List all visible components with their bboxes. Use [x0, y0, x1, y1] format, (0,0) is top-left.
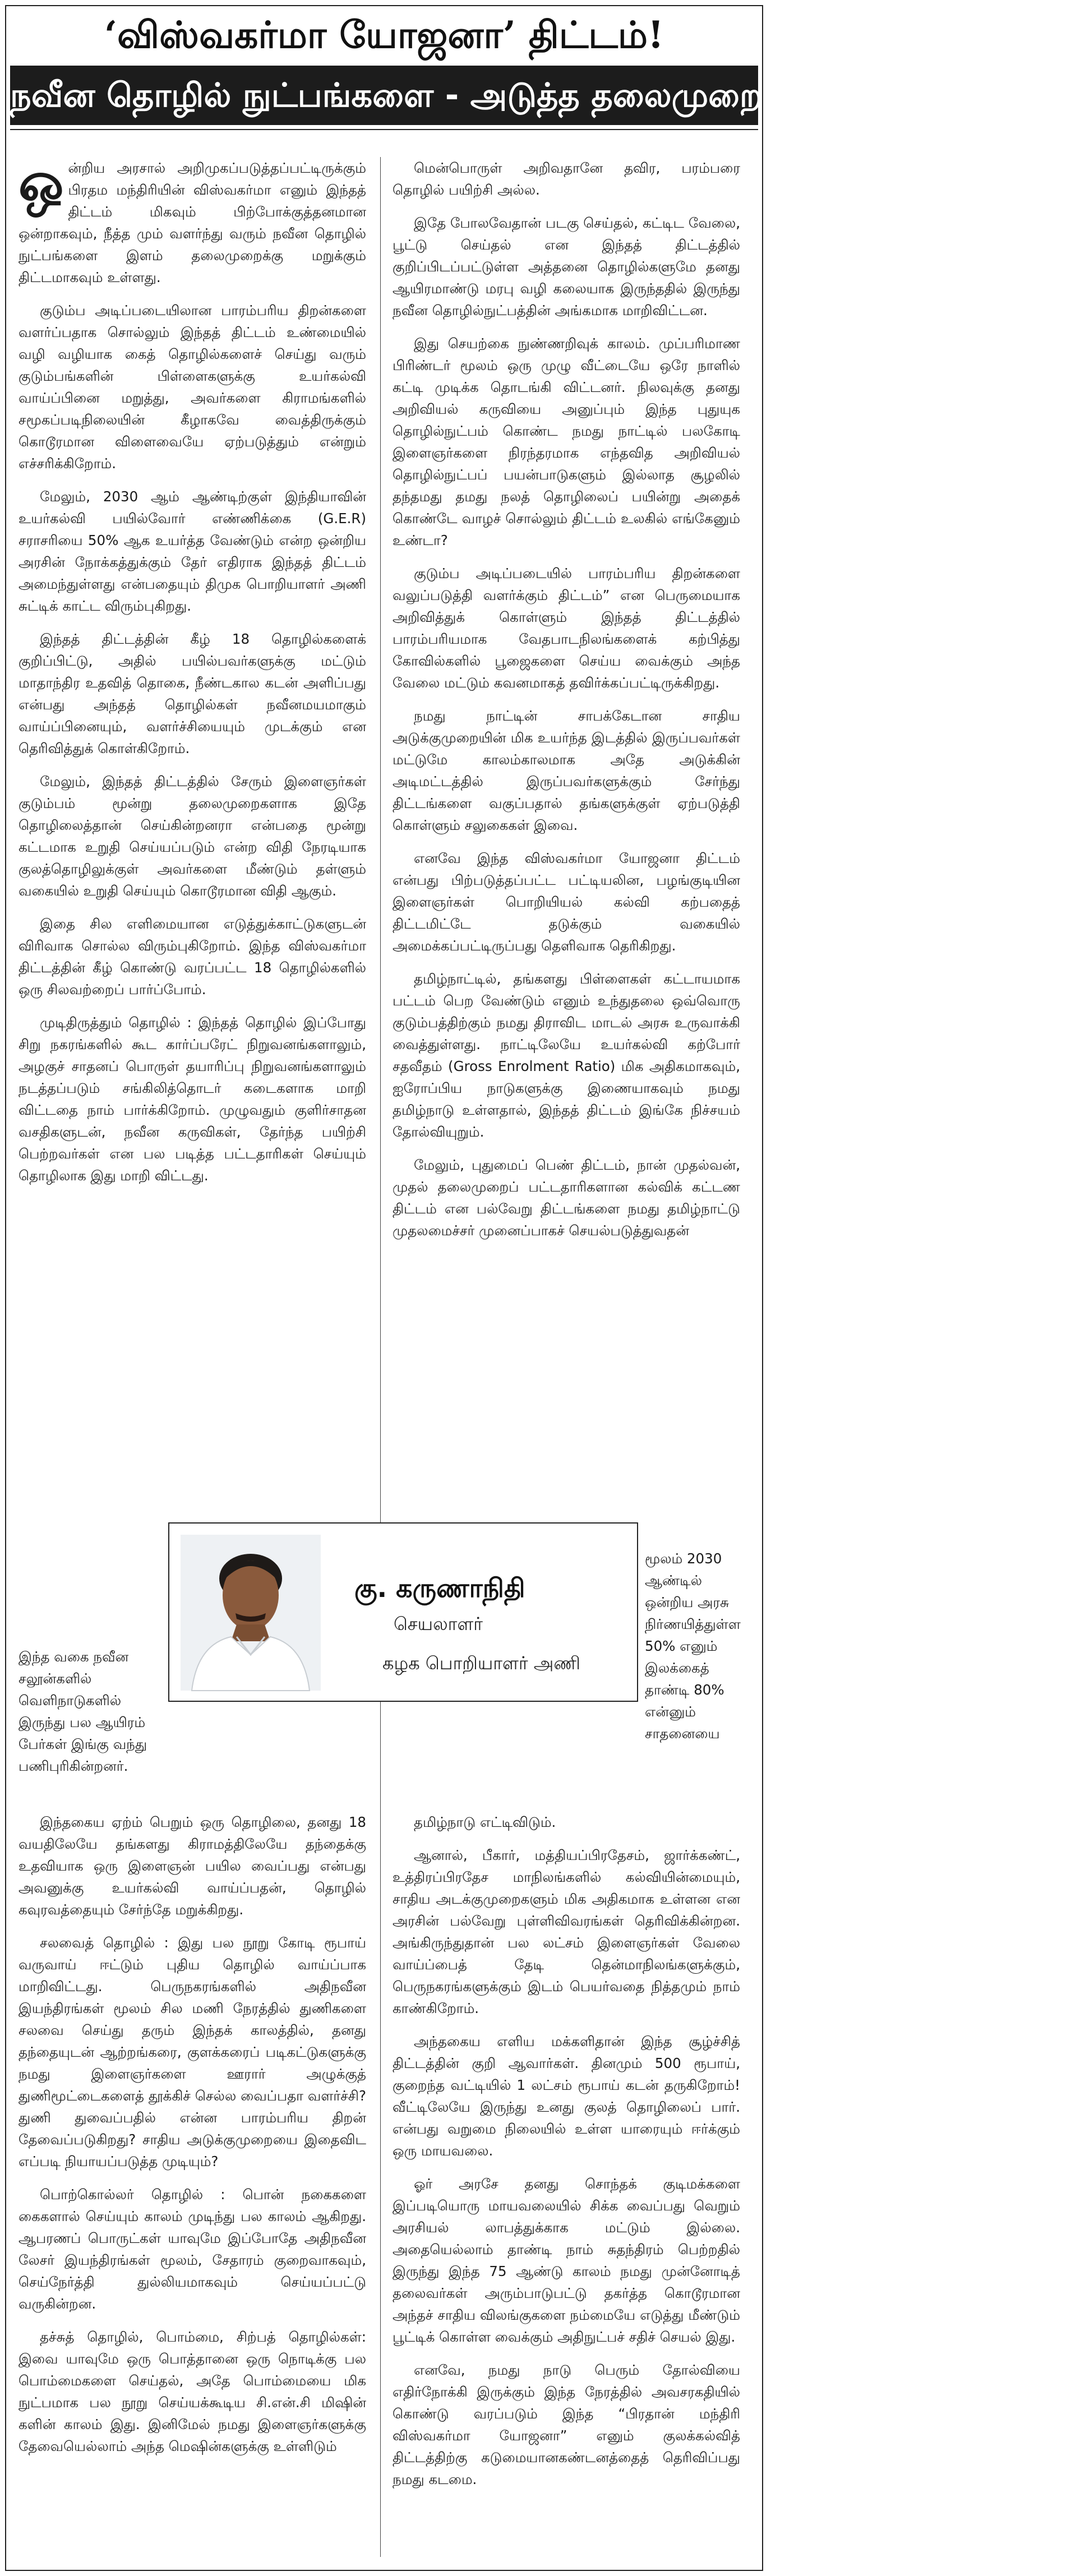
- paragraph: மென்பொருள் அறிவதானே தவிர, பரம்பரை தொழில் பயிற்சி அல்ல.: [393, 160, 740, 198]
- paragraph: தமிழ்நாடு எட்டிவிடும்.: [414, 1814, 556, 1830]
- paragraph: ஒன்றிய அரசால் அறிமுகப்படுத்தப்பட்டிருக்கும் பிரதம மந்திரியின் விஸ்வகர்மா எனும் இந்தத் திட்டம் மிகவும் பிற்போக்குத்தனமான ஒன்றாகவும், நீத்த மும் வளர்ந்து வரும் நவீன தொழில் நுட்பங்களை இளம் தலைமுறைக்கு மறுக்கும் திட்டமாகவும் உள்ளது.: [19, 150, 366, 285]
- paragraph: குடும்ப அடிப்படையிலான பாரம்பரிய திறன்களை வளர்ப்பதாக சொல்லும் இந்தத் திட்டம் உண்மையில் வழி வழியாக கைத் தொழில்களைச் செய்து வரும் குடும்பங்களின் பிள்ளைகளுக்கு உயர்கல்வி வாய்ப்பினை மறுத்து, அவர்களை கிராமங்களில் சமூகப்படிநிலையின் கீழாகவே வைத்திருக்கும் கொடூரமான விளைவையே ஏற்படுத்தும் என்றும் எச்சரிக்கிறோம்.: [19, 302, 366, 472]
- paragraph: அந்தகைய எளிய மக்களிதான் இந்த சூழ்ச்சித் திட்டத்தின் குறி ஆவார்கள். தினமும் 500 ரூபாய், குறைந்த வட்டியில் 1 லட்சம் ரூபாய் கடன் தருகிறோம்! வீட்டிலேயே இருந்து உனது குலத் தொழிலைப் பார். என்பது வறுமை நிலையில் உள்ள யாரையும் ஈர்க்கும் ஒரு மாயவலை.: [393, 2033, 740, 2159]
- paragraph: எனவே, நமது நாடு பெரும் தோல்வியை எதிர்நோக்கி இருக்கும் இந்த நேரத்தில் அவசரகதியில் கொண்டு வரப்படும் இந்த “பிரதான் மந்திரி விஸ்வகர்மா யோஜனா” எனும் குலக்கல்வித் திட்டத்திற்கு கடுமையானகண்டனத்தைத் தெரிவிப்பது நமது கடமை.: [393, 2362, 740, 2487]
- paragraph: குடும்ப அடிப்படையில் பாரம்பரிய திறன்களை வலுப்படுத்தி வளர்க்கும் திட்டம்” என பெருமையாக அறிவித்துக் கொள்ளும் இந்தத் திட்டத்தில் பாரம்பரியமாக வேதபாடநிலங்களைக் கற்பித்து கோவில்களில் பூஜைகளை செய்ய வைக்கும் அந்த வேலை மட்டும் கவனமாகத் தவிர்க்கப்பட்டிருக்கிறது.: [393, 565, 740, 691]
- author-name: கு. கருணாநிதி: [354, 1573, 525, 1603]
- paragraph: நமது நாட்டின் சாபக்கேடான சாதிய அடுக்குமுறையின் மிக உயர்ந்த இடத்தில் இருப்பவர்கள் மட்டுமே காலம்காலமாக அதே அடுக்கின் அடிமட்டத்தில் இருப்பவர்களுக்கும் சேர்ந்து திட்டங்களை வகுப்பதால் தங்களுக்குள் ஏற்படுத்தி கொள்ளும் சலுகைகள் இவை.: [393, 708, 740, 833]
- paragraph: இது செயற்கை நுண்ணறிவுக் காலம். முப்பரிமாண பிரிண்டர் மூலம் ஒரு முழு வீட்டையே ஒரே நாளில் கட்டி முடிக்க தொடங்கி விட்டனர். நிலவுக்கு தனது அறிவியல் கருவியை அனுப்பும் இந்த புதுயுக தொழில்நுட்பம் கொண்ட நமது நாட்டில் பலகோடி இளைஞர்களை நிரந்தரமாக எந்தவித அறிவியல் தொழில்நுட்பப் பயன்பாடுகளும் இல்லாத சூழலில் தந்தமது தமது நலத் தொழிலைப் பயின்று அதைக் கொண்டே வாழச் சொல்லும் திட்டம் உலகில் எங்கேனும் உண்டா?: [393, 335, 740, 548]
- author-byline-box: [168, 1522, 638, 1702]
- paragraph: இந்தகைய ஏற்ம் பெறும் ஒரு தொழிலை, தனது 18 வயதிலேயே தங்களது கிராமத்திலேயே தந்தைக்கு உதவியாக ஒரு இளைஞன் பயில வைப்பது என்பது அவனுக்கு உயர்கல்வி வாய்ப்பதன், தொழில் கவுரவத்தையும் சேர்ந்தே மறுக்கிறது.: [19, 1814, 366, 1918]
- paragraph: ஆனால், பீகார், மத்தியப்பிரதேசம், ஜார்க்கண்ட், உத்திரப்பிரதேச மாநிலங்களில் கல்வியின்மையும், சாதிய அடக்குமுறைகளும் மிக அதிகமாக உள்ளன என அரசின் பல்வேறு புள்ளிவிவரங்கள் தெரிவிக்கின்றன. அங்கிருந்துதான் பல லட்சம் இளைஞர்கள் வேலை வாய்ப்பைத் தேடி தென்மாநிலங்களுக்கும், பெருநகரங்களுக்கும் இடம் பெயர்வதை நித்தமும் நாம் காண்கிறோம்.: [393, 1847, 740, 2016]
- drop-cap: ஒ: [19, 150, 64, 214]
- paragraph: இந்தத் திட்டத்தின் கீழ் 18 தொழில்களைக் குறிப்பிட்டு, அதில் பயில்பவர்களுக்கு மட்டும் மாதாந்திர உதவித் தொகை, நீண்டகால கடன் அளிப்பது என்பது அந்தத் தொழில்கள் நவீனமயமாகும் வாய்ப்பினையும், வளர்ச்சியையும் முடக்கும் என தெரிவித்துக் கொள்கிறோம்.: [19, 631, 366, 756]
- paragraph: தச்சுத் தொழில், பொம்மை, சிற்பத் தொழில்கள்: இவை யாவுமே ஒரு பொத்தானை ஒரு நொடிக்கு பல பொம்மைகளை செய்தல், அதே பொம்மையை மிக நுட்பமாக பல நூறு செய்யக்கூடிய சி.என்.சி மிஷின் களின் காலம் இது. இனிமேல் நமது இளைஞர்களுக்கு தேவையெல்லாம் அந்த மெஷின்களுக்கு உள்ளிடும்: [19, 2329, 366, 2454]
- left-column: [19, 150, 366, 1643]
- headline-divider: [10, 129, 758, 130]
- paragraph: ஓர் அரசே தனது சொந்தக் குடிமக்களை இப்படியொரு மாயவலையில் சிக்க வைப்பது வெறும் அரசியல் லாபத்துக்காக மட்டும் இல்லை. அதையெல்லாம் தாண்டி நாம் சுதந்திரம் பெற்றதில் இருந்து இந்த 75 ஆண்டு காலம் நமது முன்னோடித் தலைவர்கள் அரும்பாடுபட்டு தகர்த்த கொடூரமான அந்தச் சாதிய விலங்குகளை நம்மையே எடுத்து மீண்டும் பூட்டிக் கொள்ள வைக்கும் அதிநுட்பச் சதிச் செயல் இது.: [393, 2176, 740, 2345]
- wrap-text-left: இந்த வகை நவீன சலூன்களில் வெளிநாடுகளில் இருந்து பல ஆயிரம் பேர்கள் இங்கு வந்து பணிபுரிகின்றனர்.: [19, 1649, 147, 1774]
- paragraph: மேலும், இந்தத் திட்டத்தில் சேரும் இளைஞர்கள் குடும்பம் மூன்று தலைமுறைகளாக இதே தொழிலைத்தான் செய்கின்றனரா என்பதை மூன்று கட்டமாக உறுதி செய்யப்படும் என்ற விதி நேரடியாக குலத்தொழிலுக்குள் அவர்களை மீண்டும் தள்ளும் வகையில் உறுதி செய்யும் கொடூரமான விதி ஆகும்.: [19, 773, 366, 899]
- wrap-text-right: மூலம் 2030 ஆண்டில் ஒன்றிய அரசு நிர்ணயித்துள்ள 50% எனும் இலக்கைத் தாண்டி 80% என்னும் சாதனையை: [645, 1550, 741, 1742]
- paragraph: தமிழ்நாட்டில், தங்களது பிள்ளைகள் கட்டாயமாக பட்டம் பெற வேண்டும் எனும் உந்துதலை ஒவ்வொரு குடும்பத்திற்கும் நமது திராவிட மாடல் அரசு உருவாக்கி வைத்துள்ளது. நாட்டிலேயே உயர்கல்வி கற்போர் சதவீதம் (Gross Enrolment Ratio) மிக அதிகமாகவும், ஐரோப்பிய நாடுகளுக்கு இணையாகவும் நமது தமிழ்நாடு உள்ளதால், இந்தத் திட்டம் இங்கே நிச்சயம் தோல்வியுறும்.: [393, 971, 740, 1140]
- paragraph: இதை சில எளிமையான எடுத்துக்காட்டுகளுடன் விரிவாக சொல்ல விரும்புகிறோம். இந்த விஸ்வகர்மா திட்டத்தின் கீழ் கொண்டு வரப்பட்ட 18 தொழில்களில் ஒரு சிலவற்றைப் பார்ப்போம்.: [19, 916, 366, 998]
- author-photo: [181, 1535, 321, 1691]
- author-organization: கழக பொறியாளர் அணி: [382, 1652, 580, 1674]
- article-title: ‘விஸ்வகர்மா யோஜனா’ திட்டம்!: [104, 13, 664, 57]
- person-portrait-icon: [181, 1535, 321, 1691]
- paragraph: முடிதிருத்தும் தொழில் : இந்தத் தொழில் இப்போது சிறு நகரங்களில் கூட கார்ப்பரேட் நிறுவனங்களாலும், அழகுச் சாதனப் பொருள் தயாரிப்பு நிறுவனங்களாலும் நடத்தப்படும் சங்கிலித்தொடர் கடைகளாக மாறி விட்டதை நாம் பார்க்கிறோம். முழுவதும் குளிர்சாதன வசதிகளுடன், நவீன கருவிகள், தேர்ந்த பயிற்சி பெற்றவர்கள் என பல படித்த பட்டதாரிகள் செய்யும் தொழிலாக இது மாறி விட்டது.: [19, 1014, 366, 1184]
- paragraph: சலவைத் தொழில் : இது பல நூறு கோடி ரூபாய் வருவாய் ஈட்டும் புதிய தொழில் வாய்ப்பாக மாறிவிட்டது. பெருநகரங்களில் அதிநவீன இயந்திரங்கள் மூலம் சில மணி நேரத்தில் துணிகளை சலவை செய்து தரும் இந்தக் காலத்தில், தனது தந்தையுடன் ஆற்றங்கரை, குளக்கரைப் படிகட்டுகளுக்கு நமது இளைஞர்களை ஊரார் அழுக்குத் துணிமூட்டைகளைத் தூக்கிச் செல்ல வைப்பதா வளர்ச்சி? துணி துவைப்பதில் என்ன பாரம்பரிய திறன் தேவைப்படுகிறது? சாதிய அடுக்குமுறையை இதைவிட எப்படி நியாயப்படுத்த முடியும்?: [19, 1935, 366, 2169]
- right-column: [393, 157, 740, 1492]
- headline-banner: நவீன தொழில் நுட்பங்களை - அடுத்த தலைமுறை கற்பதைத் தடுக்கும்!: [10, 66, 758, 125]
- paragraph: மேலும், 2030 ஆம் ஆண்டிற்குள் இந்தியாவின் உயர்கல்வி பயில்வோர் எண்ணிக்கை (G.E.R) சராசரியை 50% ஆக உயர்த்த வேண்டும் என்ற ஒன்றிய அரசின் நோக்கத்துக்கும் தேர் எதிராக இந்தத் திட்டம் அமைந்துள்ளது என்பதையும் திமுக பொறியாளர் அணி சுட்டிக் காட்ட விரும்புகிறது.: [19, 488, 366, 614]
- author-title: செயலாளர்: [394, 1613, 483, 1635]
- paragraph: எனவே இந்த விஸ்வகர்மா யோஜனா திட்டம் என்பது பிற்படுத்தப்பட்ட பட்டியலின, பழங்குடியின இளைஞர்கள் பொறியியல் கல்வி கற்பதைத் திட்டமிட்டே தடுக்கும் வகையில் அமைக்கப்பட்டிருப்பது தெளிவாக தெரிகிறது.: [393, 850, 740, 954]
- bottom-left-column: [19, 1811, 366, 2563]
- paragraph: மேலும், புதுமைப் பெண் திட்டம், நான் முதல்வன், முதல் தலைமுறைப் பட்டதாரிகளான கல்விக் கட்டண திட்டம் என பல்வேறு திட்டங்களை நமது தமிழ்நாட்டு முதலமைச்சர் முனைப்பாகச் செயல்படுத்துவதன்: [393, 1157, 740, 1239]
- paragraph: இதே போலவேதான் படகு செய்தல், கட்டிட வேலை, பூட்டு செய்தல் என இந்தத் திட்டத்தில் குறிப்பிடப்பட்டுள்ள அத்தனை தொழில்களுமே தனது ஆயிரமாண்டு மரபு வழி கலையாக இருந்ததில் இருந்து நவீன தொழில்நுட்பத்தின் அங்கமாக மாறிவிட்டன.: [393, 215, 740, 318]
- paragraph: பொற்கொல்லர் தொழில் : பொன் நகைகளை கைகளால் செய்யும் காலம் முடிந்து பல காலம் ஆகிறது. ஆபரணப் பொருட்கள் யாவுமே இப்போதே அதிநவீன லேசர் இயந்திரங்கள் மூலம், சேதாரம் குறைவாகவும், செய்நேர்த்தி துல்லியமாகவும் செய்யப்பட்டு வருகின்றன.: [19, 2186, 366, 2312]
- column-divider: [380, 157, 381, 2557]
- bottom-right-column: [393, 1811, 740, 2563]
